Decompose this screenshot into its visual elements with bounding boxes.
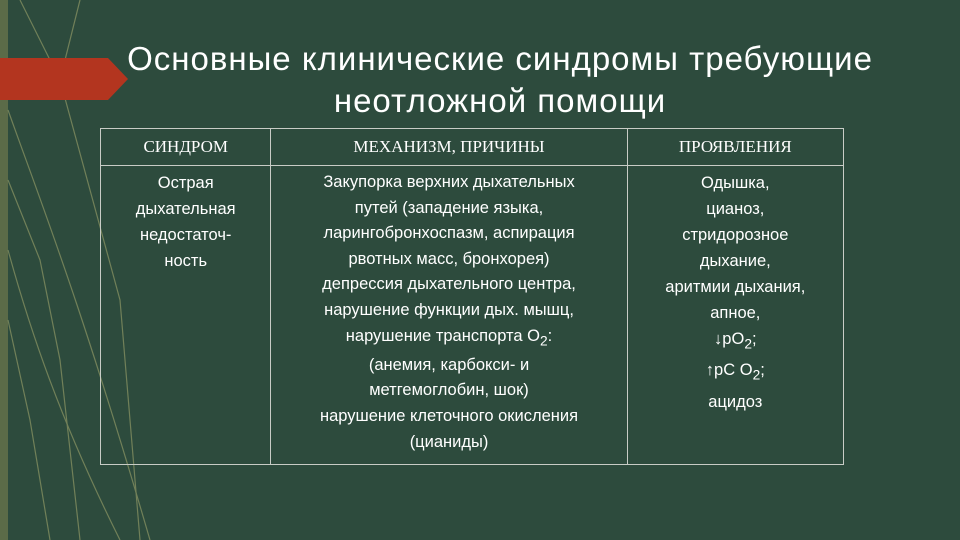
manifestation-po2 — [629, 326, 842, 357]
table-header-row — [101, 129, 844, 166]
mechanism-line: депрессия дыхательного центра, — [322, 275, 576, 294]
mechanism-line: нарушение клеточного окисления — [319, 407, 579, 426]
po2-tail: ; — [751, 330, 757, 348]
cell-syndrome — [101, 166, 271, 465]
header-manifestations: ПРОЯВЛЕНИЯ — [627, 129, 843, 166]
mechanism-line: (цианиды) — [409, 432, 489, 451]
manifestation-line: аритмии дыхания, — [665, 278, 806, 296]
cell-mechanism — [271, 166, 627, 465]
mechanism-o2-subscript: 2 — [539, 332, 548, 348]
syndrome-line: ность — [164, 252, 208, 270]
mechanism-o2-tail: : — [547, 326, 553, 345]
up-arrow-icon: ↑ — [705, 361, 715, 380]
mechanism-line: рвотных масс, бронхорея) — [348, 249, 550, 268]
syndrome-line: Острая — [157, 174, 214, 192]
title-line-2: неотложной помощи — [333, 82, 667, 119]
header-syndrome: СИНДРОМ — [101, 129, 271, 166]
pco2-text: рС О — [714, 361, 753, 380]
pco2-tail: ; — [760, 361, 765, 380]
manifestation-line: дыхание, — [699, 252, 771, 270]
syndrome-line: дыхательная — [135, 200, 236, 218]
cell-manifestations — [627, 166, 843, 465]
pco2-subscript: 2 — [752, 367, 761, 383]
slide-title — [110, 38, 890, 122]
mechanism-line-o2 — [272, 324, 625, 353]
mechanism-line: Закупорка верхних дыхательных — [323, 173, 575, 191]
mechanism-line: ларингобронхоспазм, аспирация — [323, 224, 575, 243]
syndrome-line: недостаточ- — [139, 226, 232, 244]
mechanism-line: путей (западение языка, — [354, 198, 544, 217]
mechanism-line: метгемоглобин, шок) — [369, 381, 529, 400]
po2-subscript: 2 — [744, 336, 752, 352]
mechanism-o2-text: нарушение транспорта О — [345, 326, 540, 345]
manifestation-pco2 — [629, 357, 842, 388]
header-mechanism: МЕХАНИЗМ, ПРИЧИНЫ — [271, 129, 627, 166]
mechanism-line: нарушение функции дых. мышц, — [324, 300, 574, 319]
down-arrow-icon: ↓ — [714, 330, 723, 348]
po2-text: рО — [722, 330, 745, 348]
manifestation-line: апное, — [710, 304, 761, 322]
syndromes-table — [100, 128, 844, 465]
manifestation-line: ацидоз — [708, 392, 763, 411]
mechanism-line: (анемия, карбокси- и — [368, 355, 530, 374]
manifestation-line: Одышка, — [701, 174, 770, 192]
manifestation-line: цианоз, — [706, 200, 765, 218]
manifestation-line: стридорозное — [682, 226, 789, 244]
table-row — [101, 166, 844, 465]
title-line-1: Основные клинические синдромы требующие — [127, 40, 873, 77]
